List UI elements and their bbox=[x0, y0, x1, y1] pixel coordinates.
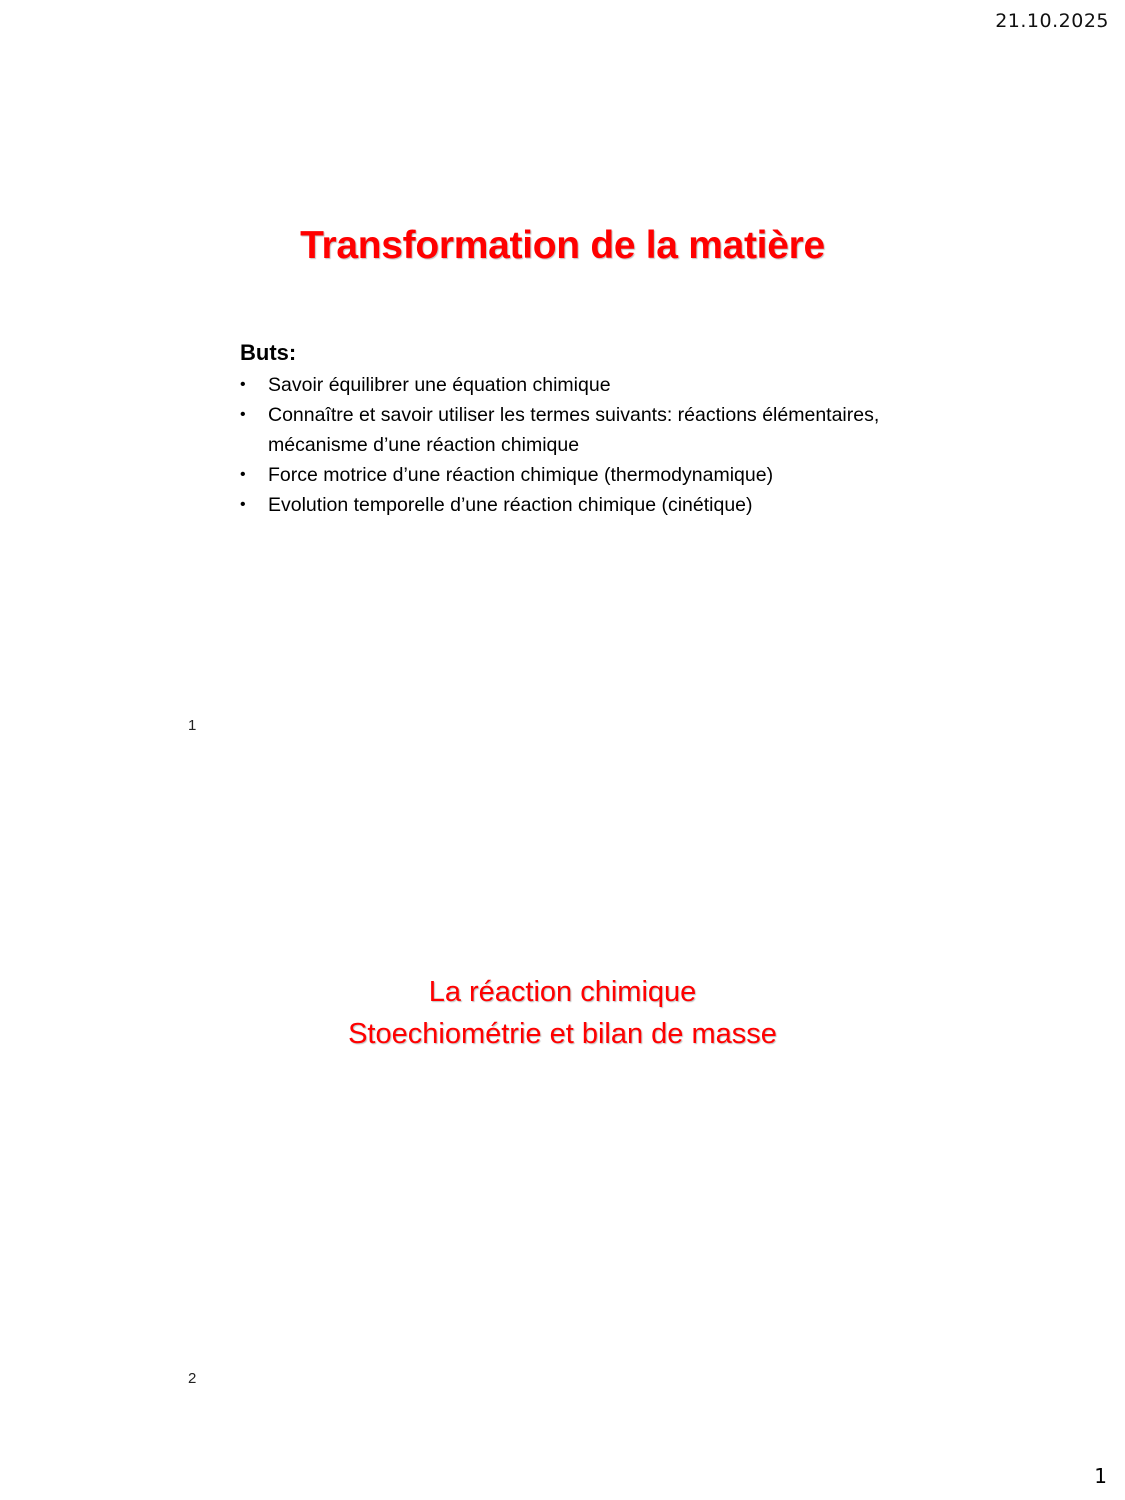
slide-2 bbox=[0, 750, 1125, 1450]
goals-list bbox=[240, 370, 900, 520]
goal-text: Evolution temporelle d’une réaction chimique (cinétique) bbox=[268, 494, 753, 516]
slide-title bbox=[0, 971, 1125, 1055]
goal-text: Savoir équilibrer une équation chimique bbox=[268, 374, 611, 396]
goal-item bbox=[240, 400, 900, 460]
bullet-icon: • bbox=[240, 406, 246, 423]
goal-item bbox=[240, 490, 900, 520]
slide-number: 2 bbox=[188, 1370, 197, 1387]
goals-heading: Buts: bbox=[240, 340, 297, 365]
title-line-1: La réaction chimique bbox=[428, 976, 697, 1008]
goal-item bbox=[240, 460, 900, 490]
page-number: 1 bbox=[1094, 1464, 1107, 1488]
bullet-icon: • bbox=[240, 376, 246, 393]
goals-block bbox=[240, 340, 900, 520]
goal-item bbox=[240, 370, 900, 400]
goal-text: Connaître et savoir utiliser les termes suivants: réactions élémentaires, mécanisme d’une réaction chimique bbox=[268, 404, 880, 456]
bullet-icon: • bbox=[240, 466, 246, 483]
slide-number: 1 bbox=[188, 717, 197, 734]
title-line-2: Stoechiométrie et bilan de masse bbox=[348, 1018, 777, 1050]
slide-title: Transformation de la matière bbox=[300, 224, 825, 268]
goal-text: Force motrice d’une réaction chimique (thermodynamique) bbox=[268, 464, 774, 486]
print-date: 21.10.2025 bbox=[995, 10, 1109, 32]
bullet-icon: • bbox=[240, 496, 246, 513]
